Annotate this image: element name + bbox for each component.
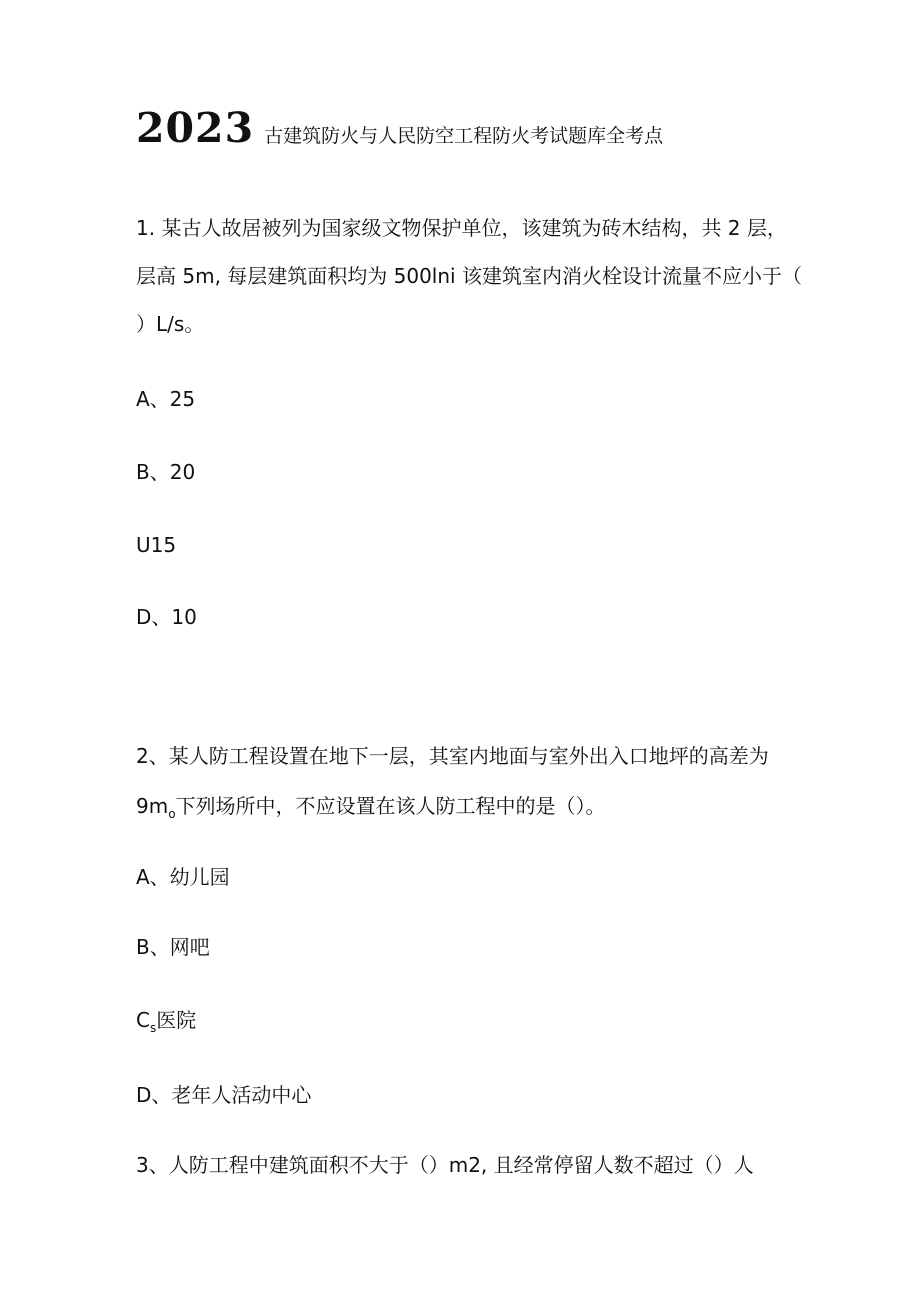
q2-option-c-subscript: s bbox=[149, 1021, 157, 1035]
q2-option-c-letter: C bbox=[136, 1008, 150, 1032]
q2-stem-line-2-text: 下列场所中，不应设置在该人防工程中的是（）。 bbox=[175, 794, 606, 818]
q2-option-c-text: 医院 bbox=[156, 1008, 197, 1032]
q1-option-c: U15 bbox=[136, 533, 177, 557]
q1-stem-line-1: 1. 某古人故居被列为国家级文物保护单位，该建筑为砖木结构，共 2 层， bbox=[136, 216, 787, 240]
q1-option-b: B、20 bbox=[136, 460, 196, 484]
q3-stem-line-1: 3、人防工程中建筑面积不大于（）m2, 且经常停留人数不超过（）人 bbox=[136, 1153, 754, 1177]
q1-option-a: A、25 bbox=[136, 387, 196, 411]
q2-option-a: A、幼儿园 bbox=[136, 865, 230, 889]
q1-stem-line-2: 层高 5m, 每层建筑面积均为 500lni 该建筑室内消火栓设计流量不应小于（ bbox=[136, 264, 802, 288]
q2-option-b: B、网吧 bbox=[136, 935, 210, 959]
q2-height-subscript: o bbox=[168, 807, 176, 821]
q1-stem-line-3: ）L/s。 bbox=[136, 312, 205, 336]
q1-option-d: D、10 bbox=[136, 605, 197, 629]
q2-stem-line-2 bbox=[136, 792, 606, 828]
q2-height-value: 9m bbox=[136, 794, 169, 818]
q2-stem-line-1: 2、某人防工程设置在地下一层，其室内地面与室外出入口地坪的高差为 bbox=[136, 744, 769, 768]
q2-option-d: D、老年人活动中心 bbox=[136, 1083, 312, 1107]
q2-option-c bbox=[136, 1006, 196, 1042]
title-year: 2023 bbox=[136, 104, 255, 152]
document-title bbox=[136, 104, 663, 152]
title-text: 古建筑防火与人民防空工程防火考试题库全考点 bbox=[264, 125, 664, 147]
